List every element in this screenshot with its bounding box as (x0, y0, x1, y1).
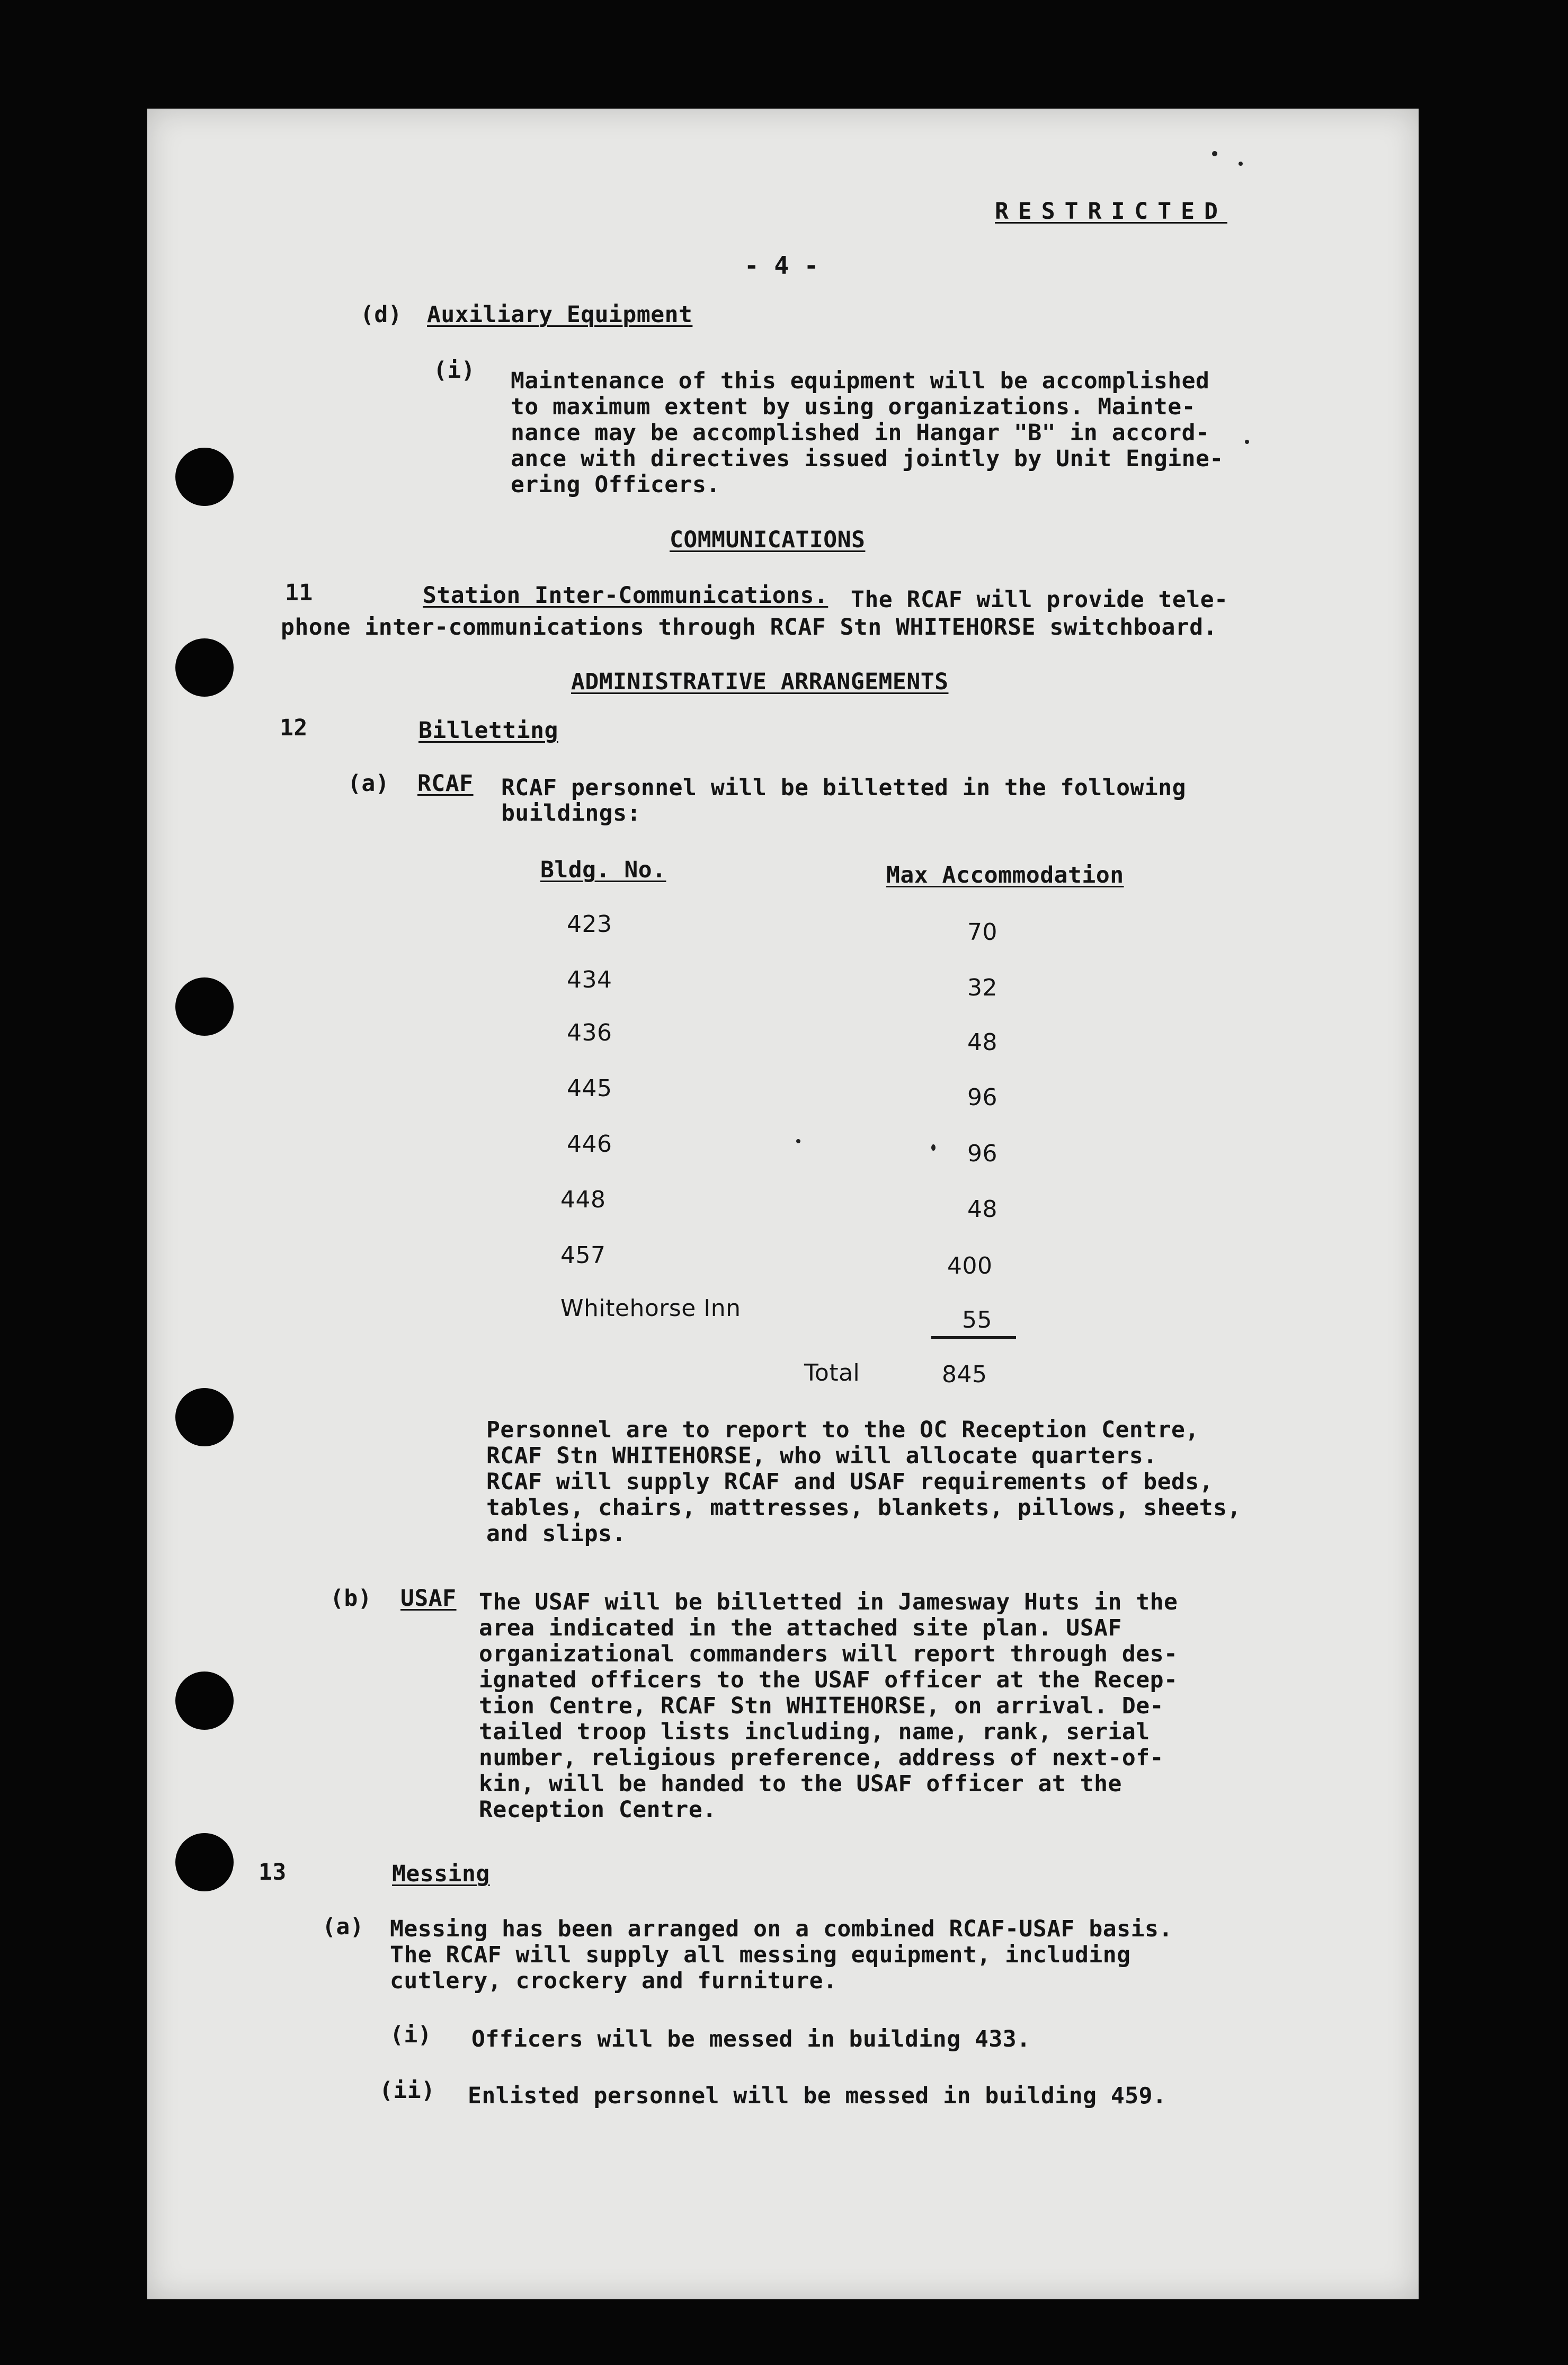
body-line: organizational commanders will report through des- (479, 1641, 1178, 1667)
body-line: RCAF will supply RCAF and USAF requirements of beds, (486, 1469, 1214, 1495)
table-cell-bldg: Whitehorse Inn (560, 1295, 741, 1322)
body-line: Reception Centre. (479, 1797, 717, 1823)
item-tag: USAF (400, 1585, 457, 1612)
body-line: The RCAF will supply all messing equipment, including (390, 1942, 1131, 1968)
item-tag: RCAF (417, 770, 474, 797)
document-page (147, 109, 1419, 2299)
body-line: Officers will be messed in building 433. (471, 2026, 1031, 2052)
table-cell-max: 400 (947, 1252, 993, 1279)
body-line: kin, will be handed to the USAF officer at the (479, 1771, 1122, 1797)
body-line: nance may be accomplished in Hangar "B" in accord- (511, 420, 1210, 446)
table-cell-bldg: 448 (560, 1186, 606, 1213)
item-label: (ii) (379, 2077, 435, 2104)
column-header-bldg: Bldg. No. (540, 857, 666, 883)
body-line: RCAF Stn WHITEHORSE, who will allocate quarters. (486, 1443, 1157, 1469)
subheading: Station Inter-Communications. (423, 582, 828, 609)
body-line: tables, chairs, mattresses, blankets, pillows, sheets, (486, 1495, 1241, 1521)
section-heading: ADMINISTRATIVE ARRANGEMENTS (571, 669, 949, 695)
body-line: buildings: (501, 800, 641, 826)
table-cell-bldg: 457 (560, 1242, 606, 1269)
total-label: Total (804, 1359, 860, 1386)
body-line: phone inter-communications through RCAF Stn WHITEHORSE switchboard. (281, 614, 1218, 641)
total-rule (931, 1336, 1016, 1339)
item-label: (i) (433, 357, 476, 384)
speck (796, 1139, 800, 1143)
punch-hole (175, 977, 234, 1036)
item-label: (a) (322, 1914, 364, 1940)
item-label: (i) (390, 2022, 432, 2048)
paragraph-number: 13 (259, 1859, 287, 1886)
item-label: (d) (360, 301, 403, 328)
speck (931, 1144, 936, 1151)
punch-hole (175, 448, 234, 506)
table-cell-bldg: 423 (567, 911, 612, 938)
table-cell-max: 96 (967, 1140, 997, 1167)
speck (1212, 151, 1217, 156)
body-line: Messing has been arranged on a combined RCAF-USAF basis. (390, 1916, 1173, 1942)
body-line: Enlisted personnel will be messed in building 459. (468, 2083, 1167, 2109)
section-heading: Auxiliary Equipment (427, 301, 693, 328)
punch-hole (175, 1671, 234, 1730)
body-line: tion Centre, RCAF Stn WHITEHORSE, on arrival. De- (479, 1693, 1164, 1719)
table-cell-max: 32 (967, 974, 997, 1001)
speck (1245, 440, 1249, 444)
subheading: Billetting (418, 717, 558, 744)
punch-hole (175, 638, 234, 697)
paragraph-number: 12 (280, 715, 308, 741)
classification-marking: RESTRICTED (995, 198, 1227, 225)
paragraph-number: 11 (285, 580, 313, 606)
body-line: tailed troop lists including, name, rank, serial (479, 1719, 1150, 1745)
body-line: RCAF personnel will be billetted in the following (501, 775, 1187, 801)
body-line: ance with directives issued jointly by Unit Engine- (511, 446, 1224, 472)
punch-hole (175, 1833, 234, 1891)
body-line: ering Officers. (511, 472, 720, 498)
table-cell-bldg: 436 (567, 1019, 612, 1046)
table-cell-max: 48 (967, 1029, 997, 1056)
table-cell-bldg: 434 (567, 966, 612, 993)
item-label: (a) (348, 770, 390, 797)
body-line: ignated officers to the USAF officer at the Recep- (479, 1667, 1178, 1693)
body-line: area indicated in the attached site plan. USAF (479, 1615, 1122, 1641)
table-cell-bldg: 445 (567, 1075, 612, 1102)
table-cell-max: 70 (967, 919, 997, 946)
body-line: cutlery, crockery and furniture. (390, 1968, 838, 1994)
column-header-max: Max Accommodation (886, 862, 1124, 888)
body-line: The USAF will be billetted in Jamesway Huts in the (479, 1589, 1178, 1615)
body-line: and slips. (486, 1521, 626, 1547)
body-line: Maintenance of this equipment will be accomplished (511, 368, 1210, 394)
body-line: number, religious preference, address of next-of- (479, 1745, 1164, 1771)
subheading: Messing (392, 1861, 490, 1887)
page-number: - 4 - (744, 251, 819, 280)
table-cell-max: 55 (962, 1306, 992, 1333)
table-cell-bldg: 446 (567, 1131, 612, 1158)
section-heading: COMMUNICATIONS (670, 527, 866, 553)
item-label: (b) (330, 1585, 372, 1612)
speck (1239, 162, 1243, 166)
body-line: The RCAF will provide tele- (851, 586, 1228, 613)
table-cell-max: 96 (967, 1084, 997, 1111)
body-line: to maximum extent by using organizations. Mainte- (511, 394, 1196, 420)
body-line: Personnel are to report to the OC Reception Centre, (486, 1417, 1199, 1443)
table-cell-max: 48 (967, 1196, 997, 1223)
punch-hole (175, 1388, 234, 1446)
total-value: 845 (942, 1361, 987, 1388)
